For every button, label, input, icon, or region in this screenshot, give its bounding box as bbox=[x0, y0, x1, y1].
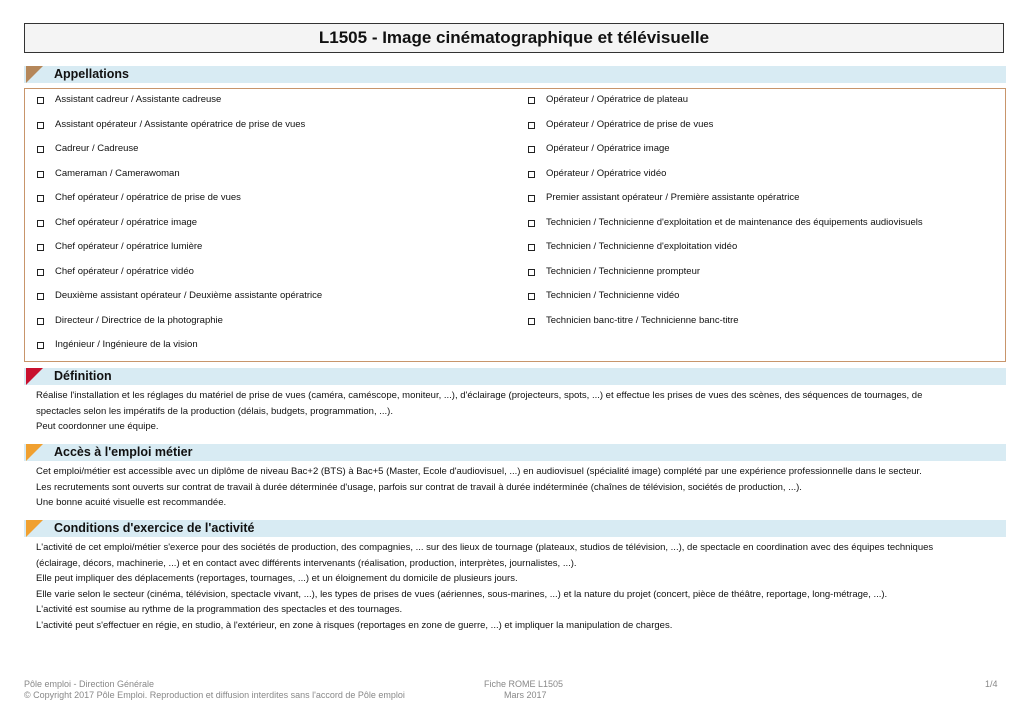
section-title: Appellations bbox=[54, 67, 130, 81]
appellation-label: Technicien banc-titre / Technicienne banc-titre bbox=[546, 314, 739, 326]
checkbox-icon bbox=[528, 220, 535, 227]
appellation-label: Technicien / Technicienne vidéo bbox=[546, 290, 680, 301]
paragraph-line: Peut coordonner une équipe. bbox=[36, 421, 159, 432]
checkbox-icon bbox=[37, 195, 44, 202]
checkbox-icon bbox=[528, 122, 535, 129]
appellations-list bbox=[24, 88, 1006, 362]
appellation-label: Opérateur / Opératrice de prise de vues bbox=[546, 118, 714, 130]
checkbox-icon bbox=[37, 342, 44, 349]
appellation-label: Technicien / Technicienne d'exploitation vidéo bbox=[546, 241, 738, 252]
appellation-label: Cadreur / Cadreuse bbox=[55, 143, 139, 154]
section-header-acces bbox=[24, 444, 1006, 461]
checkbox-icon bbox=[37, 244, 44, 251]
appellation-label: Deuxième assistant opérateur / Deuxième assistante opératrice bbox=[55, 290, 323, 301]
appellation-label: Technicien / Technicienne d'exploitation et de maintenance des équipements audiovisuels bbox=[546, 216, 923, 228]
checkbox-icon bbox=[37, 146, 44, 153]
section-title: Accès à l'emploi métier bbox=[54, 445, 193, 459]
checkbox-icon bbox=[528, 146, 535, 153]
section-header-conditions bbox=[24, 520, 1006, 537]
footer-page-number: 1/4 bbox=[985, 679, 998, 689]
paragraph-line: L'activité de cet emploi/métier s'exerce pour des sociétés de production, des compagnies, ... sur des lieux de tournage (plateaux, studios de télévision, ...), de spectacle en coordination avec des équipes techniques bbox=[36, 542, 934, 553]
checkbox-icon bbox=[37, 293, 44, 300]
paragraph-line: spectacles selon les impératifs de la production (délais, budgets, programmation, ...). bbox=[36, 405, 393, 417]
paragraph-line: Elle varie selon le secteur (cinéma, télévision, spectacle vivant, ...), les types de prises de vues (aériennes, sous-marines, ...) et la nature du projet (concert, pièce de théâtre, reportage, long-métrage, ...). bbox=[36, 588, 888, 600]
appellation-label: Ingénieur / Ingénieure de la vision bbox=[55, 339, 198, 350]
paragraph-line: Une bonne acuité visuelle est recommandée. bbox=[36, 497, 227, 508]
checkbox-icon bbox=[528, 97, 535, 104]
section-header-definition bbox=[24, 368, 1006, 385]
footer-fiche: Fiche ROME L1505 bbox=[484, 679, 564, 689]
appellation-label: Assistant opérateur / Assistante opératrice de prise de vues bbox=[55, 118, 306, 130]
checkbox-icon bbox=[528, 318, 535, 325]
appellation-label: Opérateur / Opératrice image bbox=[546, 143, 670, 154]
checkbox-icon bbox=[37, 171, 44, 178]
section-marker-icon bbox=[26, 520, 43, 537]
paragraph-line: Réalise l'installation et les réglages du matériel de prise de vues (caméra, caméscope, moniteur, ...), d'éclairage (projecteurs, spots, ...) et effectue les prises de vues des scènes, des séquences de tournages, de bbox=[36, 390, 923, 401]
checkbox-icon bbox=[37, 269, 44, 276]
page-title: L1505 - Image cinématographique et télévisuelle bbox=[24, 23, 1004, 53]
checkbox-icon bbox=[37, 220, 44, 227]
paragraph-line: Les recrutements sont ouverts sur contrat de travail à durée déterminée d'usage, parfois sur contrat de travail à durée indéterminée (chaînes de télévision, sociétés de production, ...). bbox=[36, 481, 802, 493]
footer-copyright: © Copyright 2017 Pôle Emploi. Reproduction et diffusion interdites sans l'accord de Pôle emploi bbox=[24, 690, 405, 700]
checkbox-icon bbox=[528, 195, 535, 202]
checkbox-icon bbox=[528, 293, 535, 300]
checkbox-icon bbox=[37, 122, 44, 129]
appellation-label: Cameraman / Camerawoman bbox=[55, 167, 180, 179]
conditions-text bbox=[36, 540, 996, 633]
appellation-label: Opérateur / Opératrice vidéo bbox=[546, 167, 667, 179]
appellation-label: Technicien / Technicienne prompteur bbox=[546, 265, 701, 277]
appellation-label: Opérateur / Opératrice de plateau bbox=[546, 94, 689, 105]
paragraph-line: L'activité est soumise au rythme de la programmation des spectacles et des tournages. bbox=[36, 604, 403, 615]
checkbox-icon bbox=[528, 244, 535, 251]
section-title: Définition bbox=[54, 369, 112, 383]
paragraph-line: Cet emploi/métier est accessible avec un diplôme de niveau Bac+2 (BTS) à Bac+5 (Master, Ecole d'audiovisuel, ...) en audiovisuel (spécialité image) complété par une expérience professionnelle dans le secteur. bbox=[36, 466, 922, 477]
appellation-label: Chef opérateur / opératrice de prise de vues bbox=[55, 192, 241, 203]
section-marker-icon bbox=[26, 368, 43, 385]
paragraph-line: (éclairage, décors, machinerie, ...) et en contact avec différents intervenants (réalisation, production, interprètes, journalistes, ...). bbox=[36, 557, 577, 569]
section-header-appellations bbox=[24, 66, 1006, 83]
appellation-label: Chef opérateur / opératrice vidéo bbox=[55, 265, 194, 277]
section-marker-icon bbox=[26, 444, 43, 461]
checkbox-icon bbox=[37, 318, 44, 325]
appellation-label: Premier assistant opérateur / Première assistante opératrice bbox=[546, 192, 800, 203]
paragraph-line: Elle peut impliquer des déplacements (reportages, tournages, ...) et un éloignement du domicile de plusieurs jours. bbox=[36, 573, 518, 584]
definition-text bbox=[36, 388, 996, 435]
checkbox-icon bbox=[37, 97, 44, 104]
acces-text bbox=[36, 464, 996, 511]
appellation-label: Directeur / Directrice de la photographie bbox=[55, 314, 223, 326]
appellation-label: Chef opérateur / opératrice image bbox=[55, 216, 198, 228]
footer-date: Mars 2017 bbox=[504, 690, 547, 700]
appellation-label: Assistant cadreur / Assistante cadreuse bbox=[55, 94, 222, 105]
checkbox-icon bbox=[528, 269, 535, 276]
paragraph-line: L'activité peut s'effectuer en régie, en studio, à l'extérieur, en zone à risques (reportages en zone de guerre, ...) et impliquer la manipulation de charges. bbox=[36, 619, 673, 631]
appellation-label: Chef opérateur / opératrice lumière bbox=[55, 241, 203, 252]
checkbox-icon bbox=[528, 171, 535, 178]
footer-org: Pôle emploi - Direction Générale bbox=[24, 679, 155, 689]
section-title: Conditions d'exercice de l'activité bbox=[54, 521, 255, 535]
section-marker-icon bbox=[26, 66, 43, 83]
